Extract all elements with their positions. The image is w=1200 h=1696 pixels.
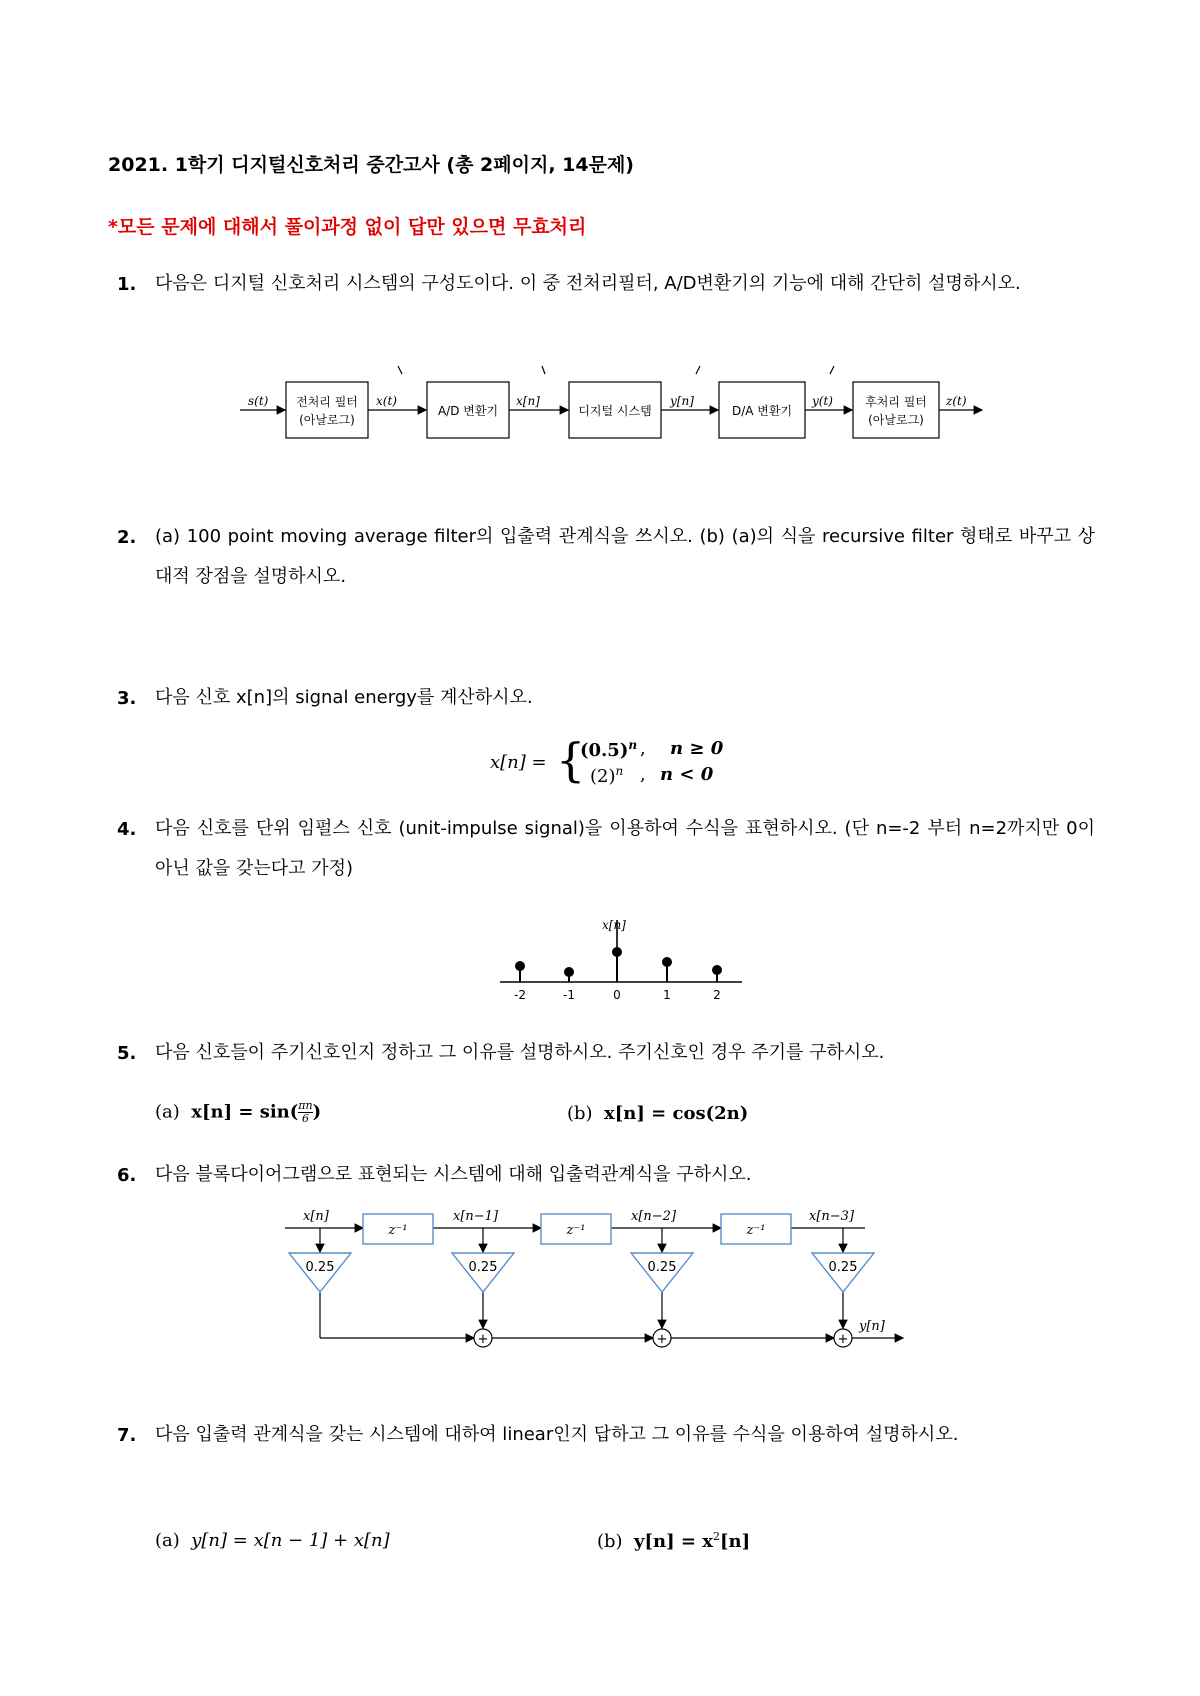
question-2-text: (a) 100 point moving average filter의 입출력 관계식을 쓰시오. (b) (a)의 식을 recursive filter 형태로 바꾸고 상대적 장점을 설명하시오. [155, 526, 1095, 587]
warning-notice: *모든 문제에 대해서 풀이과정 없이 답만 있으면 무효처리 [108, 216, 587, 238]
stem-marker-n-1 [663, 958, 671, 966]
signal-x-n-minus-3: x[n−3] [809, 1209, 855, 1224]
signal-x-n-minus-1: x[n−1] [453, 1209, 499, 1224]
q3-case2-expr: (2) [590, 766, 616, 787]
adder-2-sign: + [656, 1332, 668, 1347]
question-3-text: 다음 신호 x[n]의 signal energy를 계산하시오. [155, 687, 533, 708]
q5a-lhs: x[n] = sin( [191, 1101, 299, 1123]
question-4-text: 다음 신호를 단위 임펄스 신호 (unit-impulse signal)을 이용하여 수식을 표현하시오. (단 n=-2 부터 n=2까지만 0이 아닌 값을 갖는다고 가정) [155, 818, 1095, 879]
q3-piecewise-formula [490, 733, 730, 792]
gain-3-label: 0.25 [828, 1260, 858, 1275]
prefilter-block-label: 전처리 필터 [296, 395, 358, 409]
q3-case2-sep: , [640, 764, 646, 785]
postfilter-block-sublabel: (아날로그) [868, 413, 924, 427]
signal-x-n: x[n] [516, 394, 540, 408]
page-title: 2021. 1학기 디지털신호처리 중간고사 (총 2페이지, 14문제) [108, 154, 634, 176]
da-converter-block-label: D/A 변환기 [731, 404, 793, 418]
prefilter-block-sublabel: (아날로그) [299, 413, 355, 427]
q7a-label: (a) [155, 1530, 180, 1551]
stem-tick: -1 [563, 988, 575, 1002]
q7b-lhs: y[n] = x [634, 1531, 713, 1552]
q3-case1-sep: , [640, 738, 646, 759]
signal-x-n-minus-2: x[n−2] [631, 1209, 677, 1224]
q7a-expr: y[n] = x[n − 1] + x[n] [191, 1530, 390, 1551]
question-6-number: 6. [117, 1165, 137, 1186]
stem-marker-n-2 [713, 966, 721, 974]
ad-converter-block-label: A/D 변환기 [437, 404, 499, 418]
question-5-text: 다음 신호들이 주기신호인지 정하고 그 이유를 설명하시오. 주기신호인 경우 주기를 구하시오. [155, 1042, 885, 1063]
question-6-text: 다음 블록다이어그램으로 표현되는 시스템에 대해 입출력관계식을 구하시오. [155, 1164, 752, 1185]
question-1-text: 다음은 디지털 신호처리 시스템의 구성도이다. 이 중 전처리필터, A/D변환기의 기능에 대해 간단히 설명하시오. [155, 273, 1021, 294]
signal-x-t: x(t) [376, 394, 397, 408]
question-1-number: 1. [117, 274, 137, 295]
question-7-text: 다음 입출력 관계식을 갖는 시스템에 대하여 linear인지 답하고 그 이유를 수식을 이용하여 설명하시오. [155, 1424, 959, 1445]
stem-tick: -2 [514, 988, 526, 1002]
gain-1-label: 0.25 [468, 1260, 498, 1275]
q3-case2-cond: n < 0 [660, 764, 714, 785]
q5b-expr: x[n] = cos(2n) [604, 1103, 749, 1124]
q5a-label: (a) [155, 1101, 180, 1123]
q3-case1-expr: (0.5) [580, 740, 629, 761]
gain-2-label: 0.25 [647, 1260, 677, 1275]
stem-tick: 2 [713, 988, 721, 1002]
q7a-expression [155, 1530, 390, 1551]
signal-z-t: z(t) [946, 394, 967, 408]
stem-marker-n-minus-2 [516, 962, 524, 970]
adder-3-sign: + [837, 1332, 849, 1347]
q5a-denominator: 6 [301, 1112, 309, 1125]
q7b-label: (b) [597, 1531, 623, 1552]
q7b-rhs: [n] [719, 1531, 751, 1552]
question-7-number: 7. [117, 1425, 137, 1446]
question-2-number: 2. [117, 527, 137, 548]
question-5-number: 5. [117, 1043, 137, 1064]
adder-1-sign: + [477, 1332, 489, 1347]
signal-y-n: y[n] [670, 394, 694, 408]
q7b-expression [597, 1530, 750, 1552]
q5a-expression [155, 1100, 321, 1125]
fir-block-diagram [285, 1200, 925, 1360]
q4-stem-plot [490, 912, 750, 1012]
q5b-expression [567, 1103, 748, 1124]
signal-s-t: s(t) [248, 394, 269, 408]
signal-y-n: y[n] [859, 1319, 885, 1334]
stem-ylabel: x[n] [602, 918, 626, 932]
stem-marker-n-minus-1 [565, 968, 573, 976]
gain-0-label: 0.25 [305, 1260, 335, 1275]
delay-1-label: z⁻¹ [388, 1223, 408, 1238]
q3-lhs: x[n] = [490, 752, 547, 773]
delay-3-label: z⁻¹ [746, 1223, 766, 1238]
stem-marker-n-0 [613, 948, 621, 956]
q3-case1-cond: n ≥ 0 [670, 738, 724, 759]
delay-2-label: z⁻¹ [566, 1223, 586, 1238]
stem-tick: 1 [663, 988, 671, 1002]
postfilter-block-label: 후처리 필터 [865, 395, 927, 409]
q5a-numerator: πn [298, 1099, 313, 1112]
q3-case1-exp: n [628, 738, 638, 752]
q3-left-brace: { [556, 733, 586, 787]
q3-case2-exp: n [615, 764, 624, 778]
dsp-system-block-diagram [230, 360, 990, 450]
stem-tick: 0 [613, 988, 621, 1002]
digital-system-block-label: 디지털 시스템 [578, 404, 652, 418]
question-4-number: 4. [117, 819, 137, 840]
q5b-label: (b) [567, 1103, 593, 1124]
signal-x-n: x[n] [303, 1209, 329, 1224]
q5a-close: ) [312, 1101, 322, 1123]
q7b-sup: 2 [712, 1530, 720, 1543]
question-3-number: 3. [117, 688, 137, 709]
signal-y-t: y(t) [812, 394, 833, 408]
